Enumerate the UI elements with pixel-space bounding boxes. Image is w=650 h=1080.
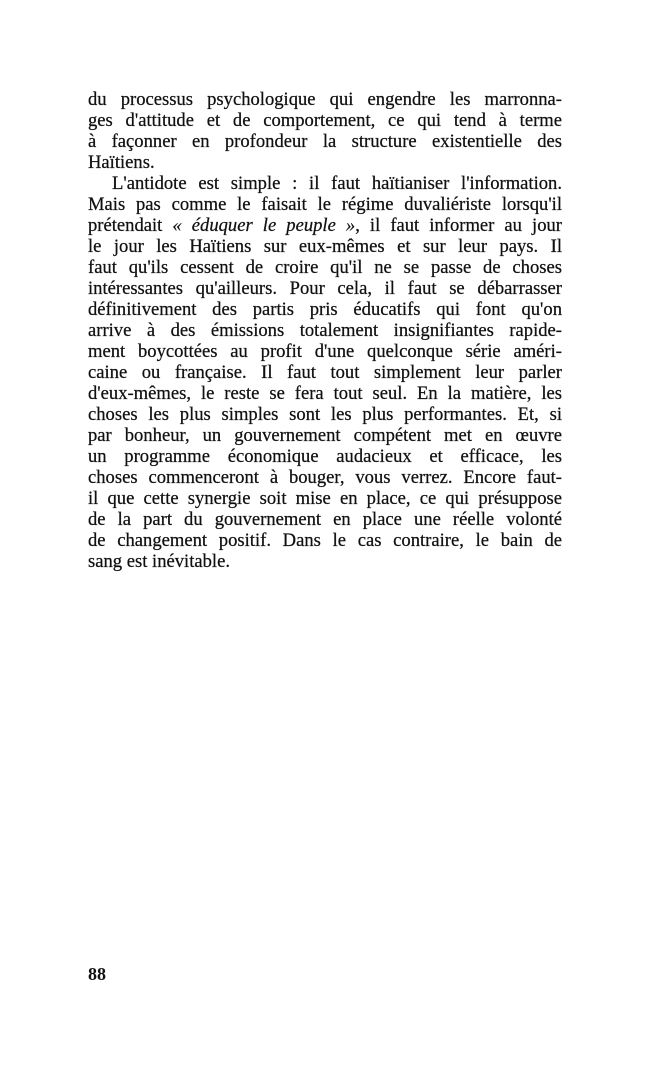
text-line: il que cette synergie soit mise en place, ce qui présuppose: [88, 488, 562, 509]
text-segment: , il faut informer au jour: [355, 215, 562, 236]
text-line: d'eux-mêmes, le reste se fera tout seul. En la matière, les: [88, 383, 562, 404]
text-line: ges d'attitude et de comportement, ce qui tend à terme: [88, 110, 562, 131]
text-line: un programme économique audacieux et efficace, les: [88, 446, 562, 467]
text-line: ment boycottées au profit d'une quelconque série améri-: [88, 341, 562, 362]
italic-quote: « éduquer le peuple »: [172, 215, 356, 236]
text-line: définitivement des partis pris éducatifs qui font qu'on: [88, 299, 562, 320]
text-line: le jour les Haïtiens sur eux-mêmes et sur leur pays. Il: [88, 236, 562, 257]
text-line: Haïtiens.: [88, 152, 155, 173]
text-line: [88, 215, 562, 236]
text-line: choses commenceront à bouger, vous verrez. Encore faut-: [88, 467, 562, 488]
text-line: à façonner en profondeur la structure existentielle des: [88, 131, 562, 152]
text-line: de la part du gouvernement en place une réelle volonté: [88, 509, 562, 530]
text-line: de changement positif. Dans le cas contraire, le bain de: [88, 530, 562, 551]
text-line: choses les plus simples sont les plus performantes. Et, si: [88, 404, 562, 425]
text-line: Mais pas comme le faisait le régime duvaliériste lorsqu'il: [88, 194, 562, 215]
text-line: du processus psychologique qui engendre les marronna-: [88, 89, 562, 110]
body-text: [88, 89, 562, 572]
text-line: caine ou française. Il faut tout simplement leur parler: [88, 362, 562, 383]
text-segment: prétendait: [88, 215, 173, 236]
page-number: 88: [88, 964, 106, 984]
text-line: L'antidote est simple : il faut haïtianiser l'information.: [112, 173, 562, 194]
text-line: arrive à des émissions totalement insignifiantes rapide-: [88, 320, 562, 341]
text-line: sang est inévitable.: [88, 551, 230, 572]
text-line: faut qu'ils cessent de croire qu'il ne se passe de choses: [88, 257, 562, 278]
text-line: par bonheur, un gouvernement compétent met en œuvre: [88, 425, 562, 446]
text-line: intéressantes qu'ailleurs. Pour cela, il faut se débarrasser: [88, 278, 562, 299]
